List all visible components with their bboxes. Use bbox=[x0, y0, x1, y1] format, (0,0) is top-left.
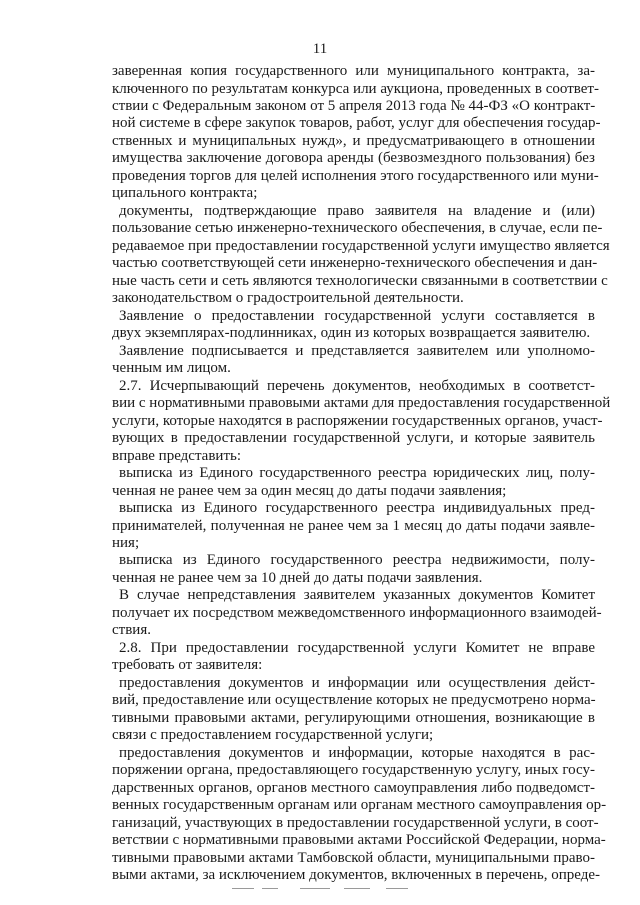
text-line: редаваемое при предоставлении государственной услуги имущество является bbox=[112, 237, 610, 254]
text-line: заверенная копия государственного или муниципального контракта, за- bbox=[112, 63, 595, 79]
text-line: выписка из Единого государственного реестра недвижимости, полу- bbox=[119, 552, 595, 569]
footer-rule-3 bbox=[300, 888, 330, 889]
text-line: документы, подтверждающие право заявителя на владение и (или) bbox=[119, 202, 595, 219]
text-line: дарственных органов, органов местного самоуправления либо подведомст- bbox=[112, 779, 595, 796]
text-line: предоставления документов и информации или осуществления дейст- bbox=[119, 674, 595, 691]
text-line: ствии с Федеральным законом от 5 апреля 2013 года № 44-ФЗ «О контракт- bbox=[112, 98, 596, 114]
text-line: услуги, которые находятся в распоряжении государственных органов, участ- bbox=[112, 412, 603, 429]
text-line: ципального контракта; bbox=[112, 185, 258, 202]
text-line: принимателей, полученная не ранее чем за 1 месяц до даты подачи заявле- bbox=[112, 517, 595, 534]
text-line: 2.7. Исчерпывающий перечень документов, необходимых в соответст- bbox=[119, 377, 595, 394]
text-line: ключенного по результатам конкурса или аукциона, проведенных в соответ- bbox=[112, 80, 599, 97]
text-line: вправе представить: bbox=[112, 447, 242, 464]
text-line: венных государственным органам или органам местного самоуправления ор- bbox=[112, 797, 607, 814]
text-line: имущества заключение договора аренды (безвозмездного пользования) без bbox=[112, 150, 595, 167]
text-line: Заявление подписывается и представляется заявителем или уполномо- bbox=[119, 342, 595, 359]
text-line: выписка из Единого государственного реестра индивидуальных пред- bbox=[119, 500, 595, 516]
text-line: ченная не ранее чем за один месяц до даты подачи заявления; bbox=[112, 482, 507, 499]
text-line: вующих в предоставлении государственной услуги, и которые заявитель bbox=[112, 430, 595, 447]
text-line: ветствии с нормативными правовыми актами Российской Федерации, норма- bbox=[112, 832, 606, 849]
text-line: частью соответствующей сети инженерно-технического обеспечения и дан- bbox=[112, 255, 598, 272]
text-line: законодательством о градостроительной деятельности. bbox=[112, 290, 464, 307]
text-line: ченным им лицом. bbox=[112, 360, 231, 377]
text-line: выми актами, за исключением документов, включенных в перечень, опреде- bbox=[112, 867, 601, 884]
text-line: связи с предоставлением государственной услуги; bbox=[112, 727, 434, 744]
text-line: ганизаций, участвующих в предоставлении государственной услуги, в соот- bbox=[112, 814, 599, 831]
text-line: требовать от заявителя: bbox=[112, 657, 263, 674]
text-line: ные часть сети и сеть являются технологически связанными в соответствии с bbox=[112, 272, 608, 289]
text-line: двух экземплярах-подлинниках, один из которых возвращается заявителю. bbox=[112, 325, 591, 342]
text-line: получает их посредством межведомственного информационного взаимодей- bbox=[112, 604, 602, 621]
footer-rule-5 bbox=[386, 888, 408, 889]
text-line: В случае непредставления заявителем указанных документов Комитет bbox=[119, 587, 595, 604]
text-line: 2.8. При предоставлении государственной услуги Комитет не вправе bbox=[119, 639, 595, 656]
text-line: поряжении органа, предоставляющего государственную услугу, иных госу- bbox=[112, 762, 595, 779]
footer-rule-1 bbox=[232, 888, 254, 889]
text-line: ния; bbox=[112, 535, 140, 551]
text-line: ственных и муниципальных нужд», и предусматривающего в отношении bbox=[112, 132, 595, 149]
text-line: тивными правовыми актами Тамбовской области, муниципальными право- bbox=[112, 849, 595, 866]
text-line: вии с нормативными правовыми актами для предоставления государственной bbox=[112, 395, 611, 412]
text-line: Заявление о предоставлении государственной услуги составляется в bbox=[119, 307, 595, 324]
text-line: тивными правовыми актами, регулирующими отношения, возникающие в bbox=[112, 709, 595, 726]
text-line: выписка из Единого государственного реестра юридических лиц, полу- bbox=[119, 465, 595, 481]
page-number: 11 bbox=[312, 41, 328, 57]
text-line: ствия. bbox=[112, 622, 151, 639]
text-line: предоставления документов и информации, которые находятся в рас- bbox=[119, 744, 595, 761]
footer-rule-2 bbox=[262, 888, 278, 889]
text-line: ченная не ранее чем за 10 дней до даты подачи заявления. bbox=[112, 569, 483, 586]
text-line: ной системе в сфере закупок товаров, работ, услуг для обеспечения государ- bbox=[112, 115, 601, 132]
footer-rule-4 bbox=[344, 888, 370, 889]
text-line: пользование сетью инженерно-технического обеспечения, в случае, если пе- bbox=[112, 220, 603, 237]
text-line: проведения торгов для целей исполнения этого государственного или муни- bbox=[112, 167, 599, 184]
text-line: вий, предоставление или осуществление которых не предусмотрено норма- bbox=[112, 692, 596, 709]
